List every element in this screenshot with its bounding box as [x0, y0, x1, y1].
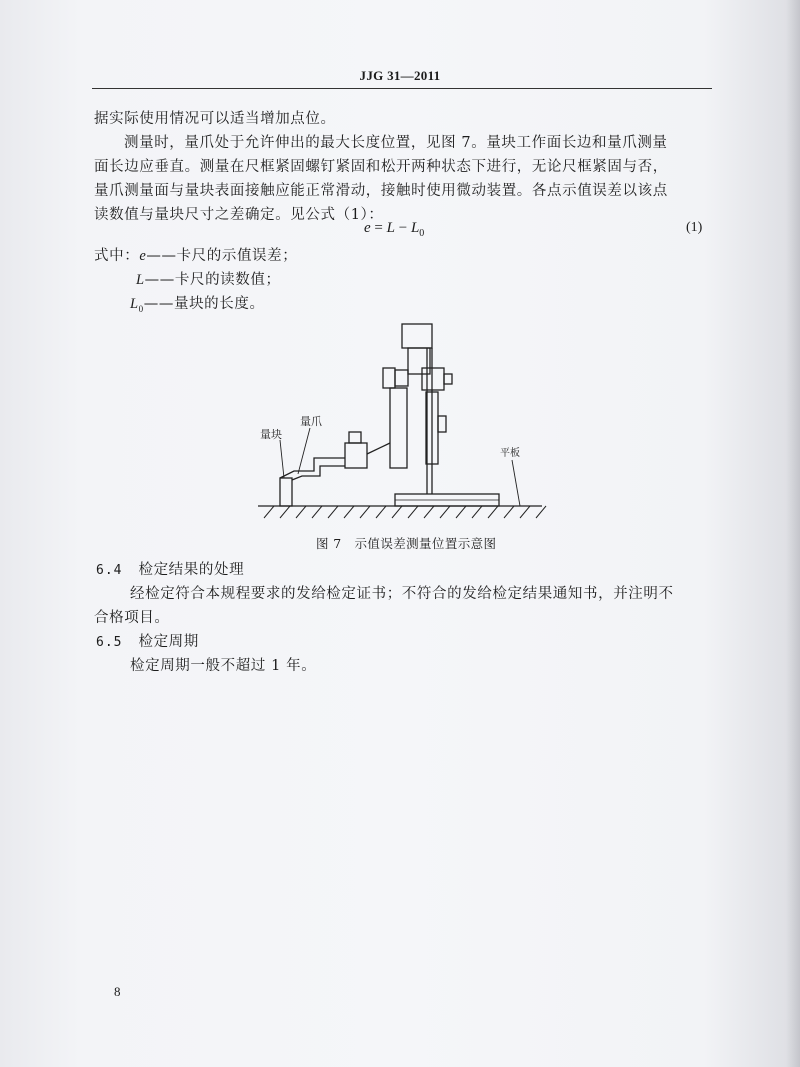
- formula-L: L: [386, 220, 395, 236]
- section-title: 检定结果的处理: [138, 562, 245, 578]
- section-heading-6-4: [96, 558, 244, 579]
- where-L0-desc: ——量块的长度。: [143, 296, 265, 312]
- label-claw: 量爪: [300, 415, 322, 428]
- page-edge-shadow: [786, 0, 800, 1067]
- where-e-line: [94, 244, 297, 265]
- label-plate: 平板: [500, 448, 520, 459]
- figure-caption: 图 7 示值误差测量位置示意图: [316, 536, 497, 551]
- equation-number: (1): [686, 220, 703, 235]
- where-L-line: [136, 268, 281, 289]
- measuring-jaw: [280, 458, 345, 478]
- section-heading-6-5: [96, 630, 199, 651]
- paragraph-line: 面长边应垂直。测量在尺框紧固螺钉紧固和松开两种状态下进行，无论尺框紧固与否，: [94, 159, 668, 175]
- header-rule: [92, 88, 712, 89]
- top-cap: [402, 324, 432, 348]
- formula-1: [364, 220, 424, 239]
- section-number: 6.4: [96, 563, 123, 578]
- where-prefix: 式中：: [94, 248, 140, 264]
- paragraph-line: 合格项目。: [94, 610, 170, 626]
- where-L-desc: ——卡尺的读数值；: [144, 272, 281, 288]
- section-number: 6.5: [96, 635, 123, 650]
- label-block: 量块: [260, 428, 282, 441]
- formula-e: e: [364, 220, 371, 236]
- figure-7-diagram: [250, 318, 550, 523]
- where-e-desc: ——卡尺的示值误差；: [146, 248, 298, 264]
- formula-minus: −: [394, 220, 411, 236]
- paragraph-line: 经检定符合本规程要求的发给检定证书；不符合的发给检定结果通知书，并注明不: [130, 586, 674, 602]
- where-e-symbol: e: [139, 248, 147, 264]
- jaw-clamp: [345, 443, 367, 468]
- where-L0-symbol: $L_0$: [130, 296, 144, 314]
- section-title: 检定周期: [138, 634, 199, 650]
- page-header-code: JJG 31—2011: [359, 68, 441, 83]
- paragraph-line: 检定周期一般不超过 1 年。: [130, 658, 317, 674]
- paragraph-line: 测量时，量爪处于允许伸出的最大长度位置，见图 7。量块工作面长边和量爪测量: [124, 135, 668, 151]
- formula-L0: L: [410, 220, 420, 236]
- slider-body: [390, 388, 407, 468]
- page-number: 8: [114, 984, 121, 999]
- upper-knob: [422, 368, 444, 390]
- gauge-block: [280, 478, 292, 506]
- paragraph-line: 据实际使用情况可以适当增加点位。: [94, 111, 336, 127]
- paragraph-line: 读数值与量块尺寸之差确定。见公式（1）：: [94, 207, 384, 223]
- fine-adjust-knob: [438, 416, 446, 432]
- paragraph-line: 量爪测量面与量块表面接触应能正常滑动，接触时使用微动装置。各点示值误差以该点: [94, 183, 668, 199]
- formula-L0-subscript: 0: [419, 228, 425, 239]
- measurement-setup-drawing: [250, 318, 550, 523]
- where-L-symbol: L: [136, 272, 145, 288]
- formula-equals: =: [370, 220, 387, 236]
- where-L0-line: [130, 292, 265, 314]
